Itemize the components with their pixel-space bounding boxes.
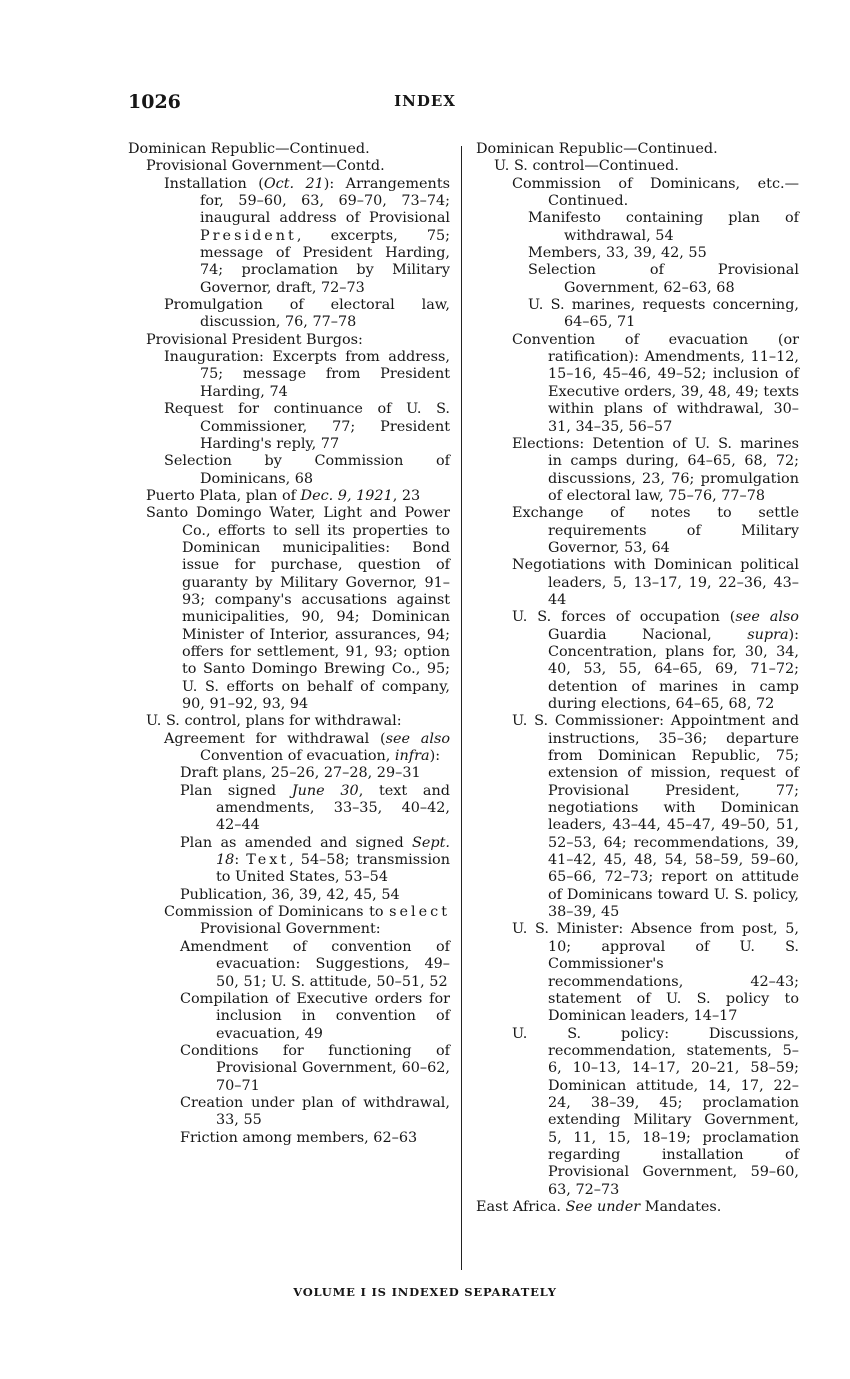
index-entry: Convention of evacuation (or ratification): Amendments, 11–12, 15–16, 45–46, 49–52; inclusion of Executive orders, 39, 48, 49; texts within plans of withdrawal, 30–31, 34–35, 56–57 [512,331,799,435]
index-entry: Inauguration: Excerpts from address, 75; message from President Harding, 74 [164,349,450,400]
index-entry: Commission of Dominicans to select Provisional Government: [164,904,450,938]
index-entry: U. S. policy: Discussions, recommendation, statements, 5–6, 10–13, 14–17, 20–21, 58–59; Dominican attitude, 14, 17, 22–24, 38–39, 45; proclamation extending Military Government, 5, 11, 15, 18–19; proclamation regarding installation of Provisional Government, 59–60, 63, 72–73 [512,1025,799,1198]
index-entry: Manifesto containing plan of withdrawal, 54 [528,210,799,244]
index-entry: East Africa. See under Mandates. [476,1198,722,1215]
right-index-column [476,141,799,1216]
index-entry: Compilation of Executive orders for inclusion in convention of evacuation, 49 [180,990,450,1042]
index-entry: U. S. Minister: Absence from post, 5, 10; approval of U. S. Commissioner's recommendations, 42–43; statement of U. S. policy to Dominican leaders, 14–17 [512,921,799,1025]
index-entry: Conditions for functioning of Provisional Government, 60–62, 70–71 [180,1042,450,1094]
index-entry: Plan as amended and signed Sept. 18: Text, 54–58; transmission to United States, 53–54 [180,834,450,886]
index-entry: Dominican Republic—Continued. [128,141,370,157]
index-entry: U. S. Commissioner: Appointment and instructions, 35–36; departure from Dominican Republic, 75; extension of mission, request of Provisional President, 77; negotiations with Dominican leaders, 43–44, 45–47, 49–50, 51, 52–53, 64; recommendations, 39, 41–42, 45, 48, 54, 58–59, 59–60, 65–66, 72–73; report on attitude of Dominicans toward U. S. policy, 38–39, 45 [512,713,799,921]
index-entry: Dominican Republic—Continued. [476,141,718,157]
index-entry: U. S. control—Continued. [494,158,679,175]
page-header [0,91,850,115]
footer-note: VOLUME I IS INDEXED SEPARATELY [293,1285,557,1299]
left-index-column [128,141,450,1147]
column-divider [461,146,462,1270]
page-number: 1026 [128,91,181,113]
index-entry: Provisional President Burgos: [146,331,363,348]
running-title: INDEX [394,92,456,110]
index-entry: Draft plans, 25–26, 27–28, 29–31 [180,765,421,782]
index-entry: Installation (Oct. 21): Arrangements for, 59–60, 63, 69–70, 73–74; inaugural address of Provisional President, excerpts, 75; message of President Harding, 74; proclamation by Military Governor, draft, 72–73 [164,175,450,296]
index-entry: Members, 33, 39, 42, 55 [528,245,707,262]
index-entry: Elections: Detention of U. S. marines in camps during, 64–65, 68, 72; discussions, 23, 76; promulgation of electoral law, 75–76, 77–78 [512,435,799,504]
index-entry: Amendment of convention of evacuation: Suggestions, 49–50, 51; U. S. attitude, 50–51, 52 [180,938,450,990]
index-entry: Agreement for withdrawal (see also Convention of evacuation, infra): [164,730,450,765]
index-entry: Santo Domingo Water, Light and Power Co., efforts to sell its properties to Dominican municipalities: Bond issue for purchase, question of guaranty by Military Governor, 91–93; company's accusations against municipalities, 90, 94; Dominican Minister of Interior, assurances, 94; offers for settlement, 91, 93; option to Santo Domingo Brewing Co., 95; U. S. efforts on behalf of company, 90, 91–92, 93, 94 [146,505,450,712]
index-entry: Plan signed June 30, text and amendments, 33–35, 40–42, 42–44 [180,782,450,834]
index-entry: Commission of Dominicans, etc.—Continued. [512,175,799,210]
index-entry: Provisional Government—Contd. [146,158,385,175]
index-entry: Friction among members, 62–63 [180,1129,418,1146]
index-entry: Selection by Commission of Dominicans, 68 [164,453,450,487]
index-entry: Request for continuance of U. S. Commissioner, 77; President Harding's reply, 77 [164,401,450,452]
index-entry: Creation under plan of withdrawal, 33, 55 [180,1094,450,1129]
index-entry: Exchange of notes to settle requirements of Military Governor, 53, 64 [512,505,799,556]
index-entry: Selection of Provisional Government, 62–63, 68 [528,262,799,296]
index-entry: U. S. control, plans for withdrawal: [146,713,402,730]
index-entry: Puerto Plata, plan of Dec. 9, 1921, 23 [146,487,421,504]
index-entry: Negotiations with Dominican political leaders, 5, 13–17, 19, 22–36, 43–44 [512,557,799,608]
index-entry: Publication, 36, 39, 42, 45, 54 [180,886,400,903]
index-entry: U. S. forces of occupation (see also Guardia Nacional, supra): Concentration, plans for, 30, 34, 40, 53, 55, 64–65, 69, 71–72; detention of marines in camp during elections, 64–65, 68, 72 [512,609,799,712]
index-entry: U. S. marines, requests concerning, 64–65, 71 [528,297,799,331]
index-entry: Promulgation of electoral law, discussion, 76, 77–78 [164,297,450,331]
